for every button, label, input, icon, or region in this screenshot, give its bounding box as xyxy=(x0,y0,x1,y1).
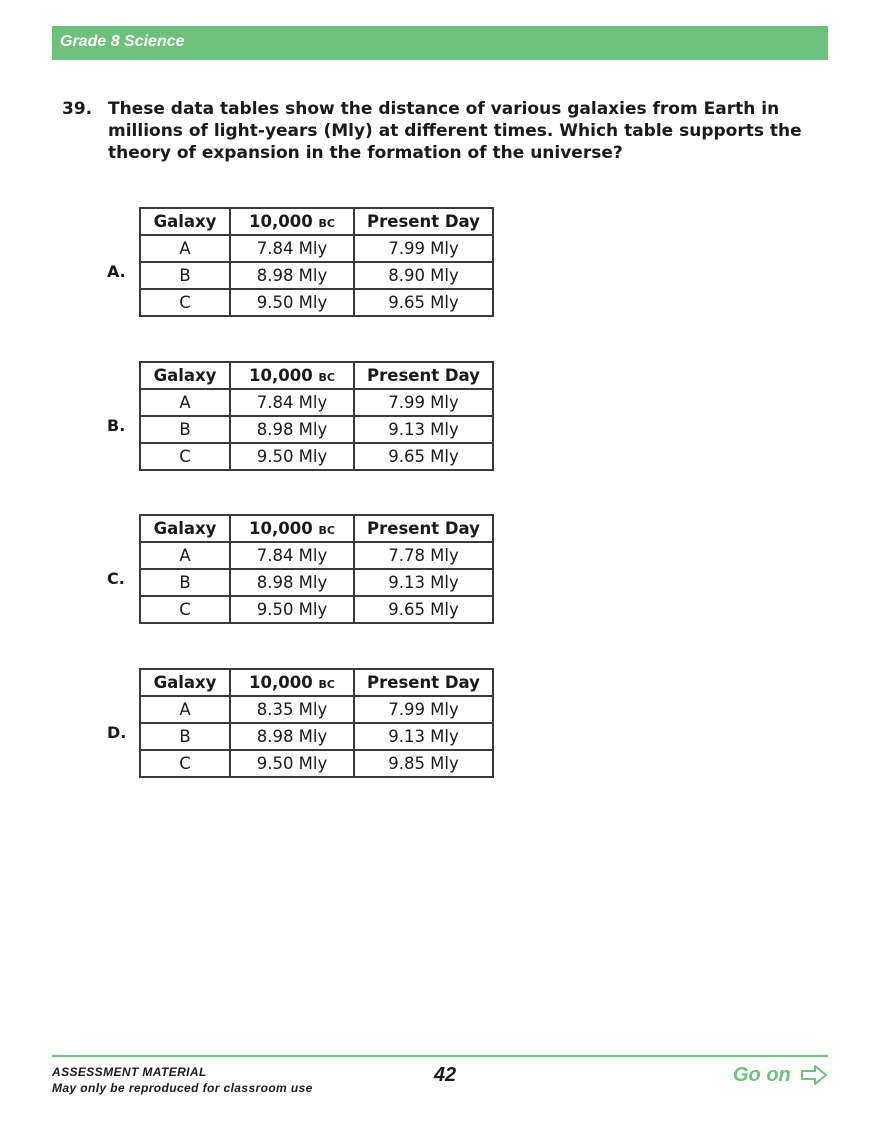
table-row xyxy=(140,389,493,416)
option-letter: C. xyxy=(107,569,125,588)
header-past xyxy=(230,208,354,235)
header-past xyxy=(230,362,354,389)
table-row xyxy=(140,443,493,470)
question-number: 39. xyxy=(62,99,93,119)
header-past xyxy=(230,669,354,696)
header-past xyxy=(230,515,354,542)
header-title: Grade 8 Science xyxy=(60,33,185,50)
galaxy-table xyxy=(139,668,494,778)
table-row xyxy=(140,596,493,623)
cell-past-distance: 7.84 Mly xyxy=(230,235,354,262)
header-past-year: 10,000 xyxy=(249,212,313,231)
header-past-year: 10,000 xyxy=(249,366,313,385)
table-row xyxy=(140,416,493,443)
option-letter: A. xyxy=(107,262,126,281)
cell-galaxy: A xyxy=(140,389,230,416)
cell-present-distance: 9.13 Mly xyxy=(354,416,493,443)
table-header-row xyxy=(140,208,493,235)
table-row xyxy=(140,235,493,262)
cell-past-distance: 8.98 Mly xyxy=(230,569,354,596)
cell-present-distance: 9.13 Mly xyxy=(354,569,493,596)
cell-present-distance: 7.99 Mly xyxy=(354,235,493,262)
table-row xyxy=(140,569,493,596)
cell-present-distance: 9.65 Mly xyxy=(354,443,493,470)
cell-past-distance: 9.50 Mly xyxy=(230,596,354,623)
cell-past-distance: 8.98 Mly xyxy=(230,262,354,289)
header-present: Present Day xyxy=(354,515,493,542)
cell-present-distance: 9.65 Mly xyxy=(354,596,493,623)
table-header-row xyxy=(140,362,493,389)
cell-galaxy: C xyxy=(140,443,230,470)
table-header-row xyxy=(140,669,493,696)
page-number: 42 xyxy=(433,1064,457,1086)
cell-past-distance: 7.84 Mly xyxy=(230,389,354,416)
cell-galaxy: B xyxy=(140,569,230,596)
cell-galaxy: C xyxy=(140,596,230,623)
cell-galaxy: C xyxy=(140,750,230,777)
galaxy-table xyxy=(139,361,494,471)
footer-divider xyxy=(52,1055,828,1057)
header-past-year: 10,000 xyxy=(249,519,313,538)
header-galaxy: Galaxy xyxy=(140,669,230,696)
cell-galaxy: A xyxy=(140,542,230,569)
table-row xyxy=(140,723,493,750)
header-past-era: BC xyxy=(318,678,335,691)
option-letter: B. xyxy=(107,416,126,435)
cell-past-distance: 8.98 Mly xyxy=(230,416,354,443)
table-row xyxy=(140,542,493,569)
header-galaxy: Galaxy xyxy=(140,515,230,542)
header-present: Present Day xyxy=(354,208,493,235)
header-past-era: BC xyxy=(318,524,335,537)
cell-past-distance: 8.98 Mly xyxy=(230,723,354,750)
cell-galaxy: B xyxy=(140,723,230,750)
galaxy-table xyxy=(139,207,494,317)
header-present: Present Day xyxy=(354,669,493,696)
cell-galaxy: C xyxy=(140,289,230,316)
cell-past-distance: 9.50 Mly xyxy=(230,750,354,777)
header-past-era: BC xyxy=(318,371,335,384)
cell-present-distance: 8.90 Mly xyxy=(354,262,493,289)
table-row xyxy=(140,262,493,289)
table-header-row xyxy=(140,515,493,542)
cell-present-distance: 9.85 Mly xyxy=(354,750,493,777)
cell-present-distance: 7.78 Mly xyxy=(354,542,493,569)
header-past-year: 10,000 xyxy=(249,673,313,692)
go-on-label: Go on xyxy=(733,1064,791,1086)
cell-past-distance: 9.50 Mly xyxy=(230,443,354,470)
header-galaxy: Galaxy xyxy=(140,362,230,389)
cell-past-distance: 7.84 Mly xyxy=(230,542,354,569)
footer-assessment-label: ASSESSMENT MATERIAL xyxy=(52,1065,207,1079)
galaxy-table xyxy=(139,514,494,624)
cell-past-distance: 8.35 Mly xyxy=(230,696,354,723)
cell-galaxy: A xyxy=(140,235,230,262)
footer-usage-note: May only be reproduced for classroom use xyxy=(52,1081,313,1095)
table-row xyxy=(140,696,493,723)
cell-present-distance: 7.99 Mly xyxy=(354,696,493,723)
header-present: Present Day xyxy=(354,362,493,389)
cell-past-distance: 9.50 Mly xyxy=(230,289,354,316)
header-past-era: BC xyxy=(318,217,335,230)
right-arrow-icon xyxy=(800,1064,828,1086)
table-row xyxy=(140,750,493,777)
cell-present-distance: 9.13 Mly xyxy=(354,723,493,750)
header-galaxy: Galaxy xyxy=(140,208,230,235)
cell-galaxy: B xyxy=(140,262,230,289)
cell-present-distance: 7.99 Mly xyxy=(354,389,493,416)
cell-galaxy: A xyxy=(140,696,230,723)
option-letter: D. xyxy=(107,723,127,742)
cell-galaxy: B xyxy=(140,416,230,443)
cell-present-distance: 9.65 Mly xyxy=(354,289,493,316)
table-row xyxy=(140,289,493,316)
question-text: These data tables show the distance of various galaxies from Earth in millions of light-years (Mly) at different times. Which table supports the theory of expansion in the formation of the universe? xyxy=(108,99,802,163)
